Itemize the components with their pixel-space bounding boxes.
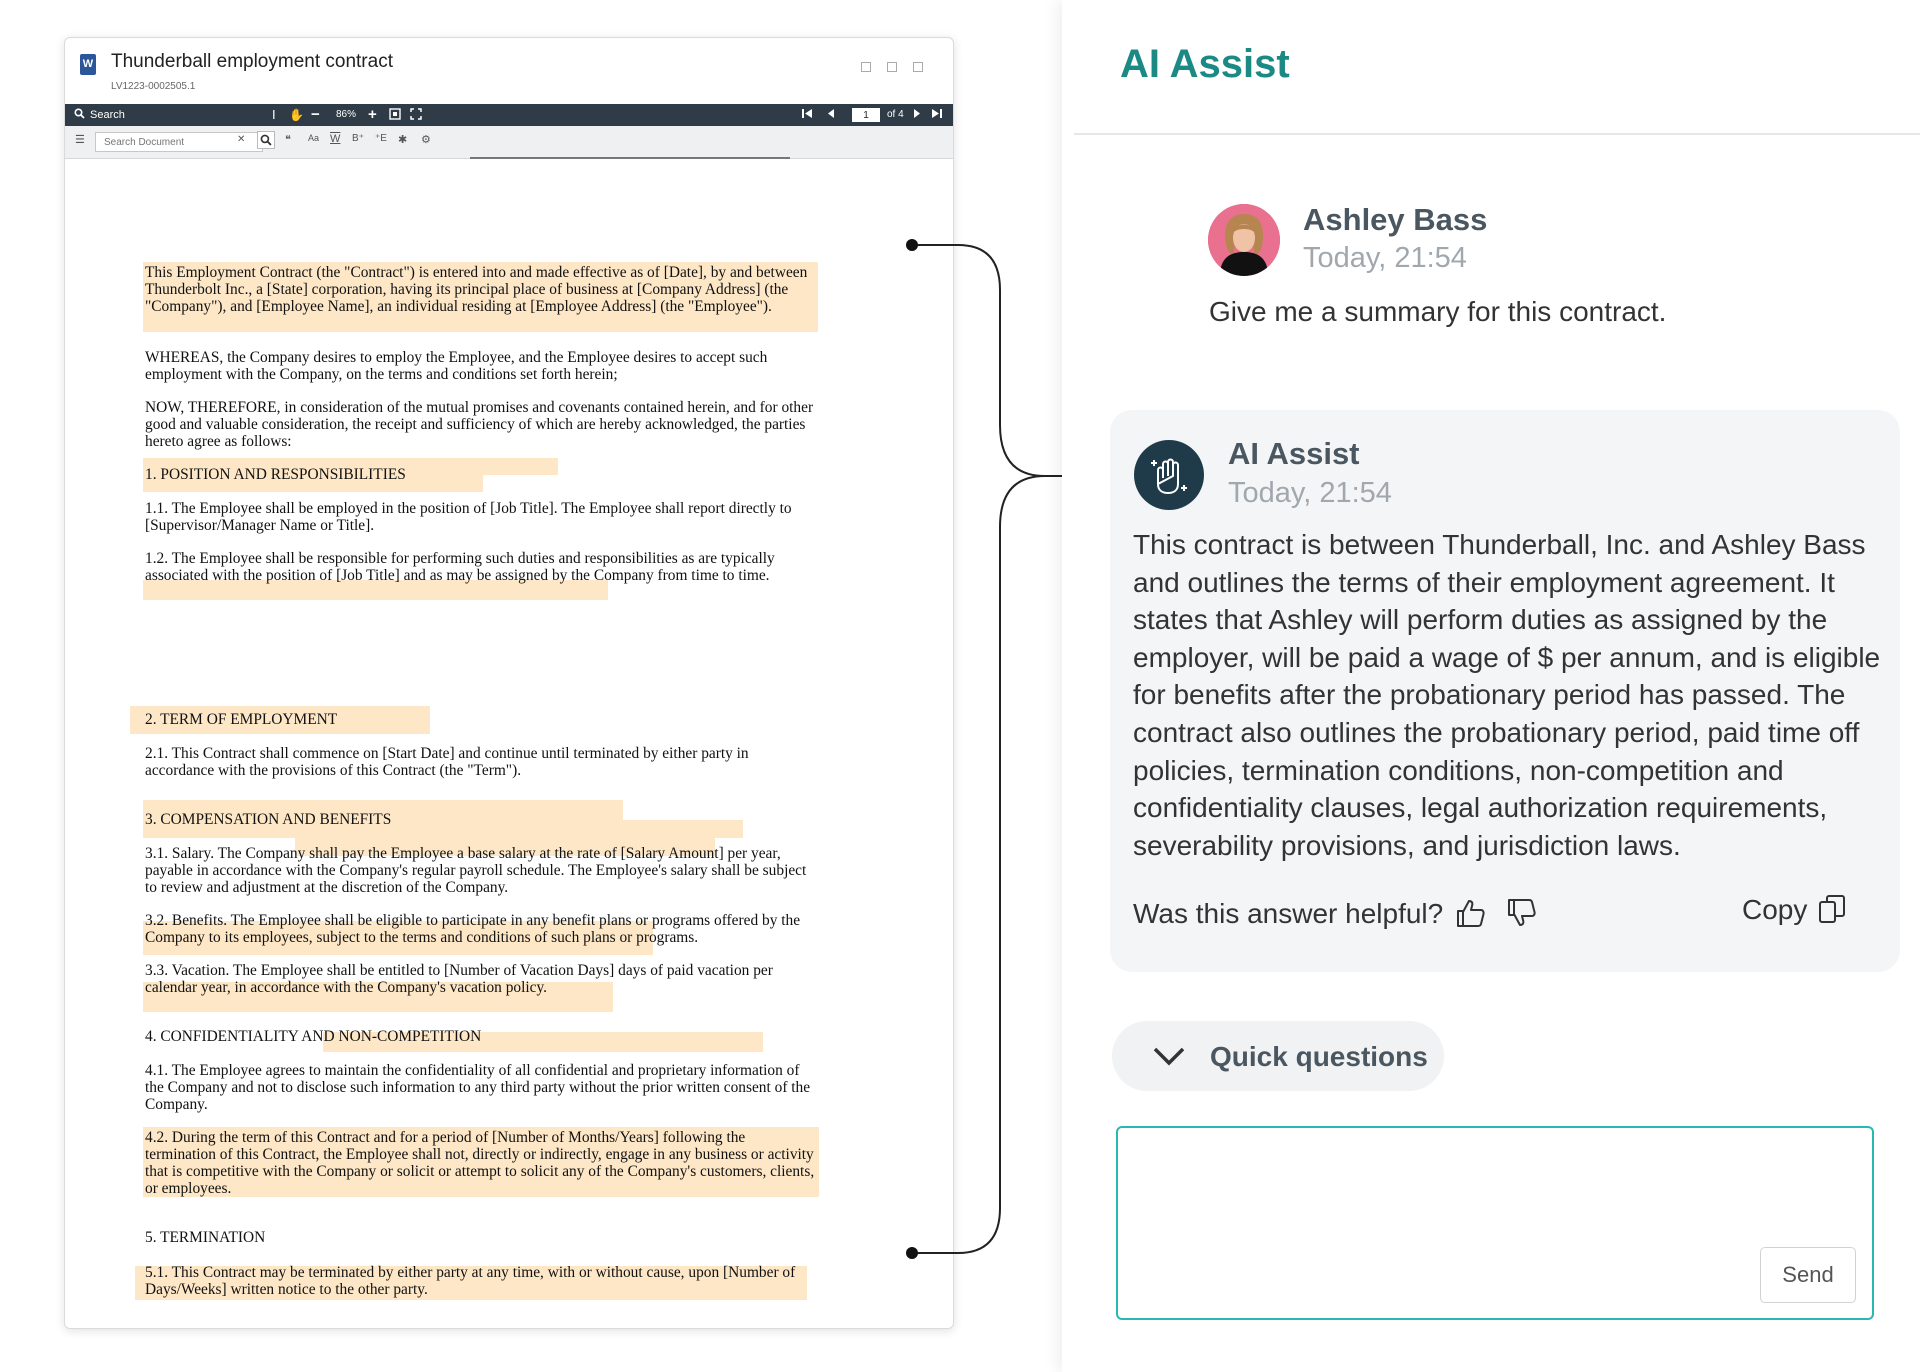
thumbs-up-icon[interactable] [1454,896,1488,930]
wildcard-icon[interactable]: ✱ [398,134,408,146]
helpful-prompt: Was this answer helpful? [1133,898,1444,929]
whole-word-icon[interactable]: W [330,133,341,145]
quick-questions-toggle[interactable] [1112,1021,1444,1091]
zoom-in-icon[interactable]: + [368,106,377,123]
text-select-icon[interactable]: I [272,107,276,122]
section-heading-3: 3. COMPENSATION AND BENEFITS [145,811,392,828]
user-name: Ashley Bass [1303,202,1488,237]
send-button[interactable]: Send [1760,1247,1856,1303]
panel-divider [1074,133,1920,135]
clause-4-2: 4.2. During the term of this Contract and for a period of [Number of Months/Years] following the termination of this Contract, the Employee shall not, directly or indirectly, engage in any business or activity that is competitive with the Company or solicit or attempt to solicit any of the Company's customers, clients, or employees. [145,1129,815,1197]
panel-title: AI Assist [1120,42,1290,86]
word-document-icon: W [80,54,96,75]
clause-1-2-part-b: responsibilities as are typically associated with the position of [Job Title] and as may be assigned by the Company from time to time. [145,550,775,584]
clause-3-2: 3.2. Benefits. The Employee shall be eligible to participate in any benefit plans or programs offered by the Company to its employees, subject to the terms and conditions of such plans or programs. [145,912,801,946]
thumbs-down-icon[interactable] [1505,896,1539,930]
options-icon[interactable]: ⚙ [421,134,431,146]
minimize-icon[interactable] [861,62,871,72]
now-therefore-part-b: for other good and valuable consideration, the receipt and sufficiency of which are hereby acknowledged, the parties hereto agree as follows: [145,399,814,450]
clause-5-1: 5.1. This Contract may be terminated by either party at any time, with or without cause, upon [Number of Days/Weeks] written notice to the other party. [145,1264,796,1298]
contract-intro: This Employment Contract (the "Contract") is entered into and made effective as of [Date], by and between Thunderbolt Inc., a [State] corporation, having its principal place of business at [Company Address] (the "Company"), and [Employee Name], an individual residing at [Employee Address] (the "Employee"). [145,264,808,315]
clause-1-1: 1.1. The Employee shall be employed in the position of [Job Title]. The Employee shall report directly to [Supervisor/Manager Name or Title]. [145,500,792,534]
clear-search-icon[interactable]: ✕ [237,134,246,145]
fit-page-icon[interactable] [389,104,401,126]
previous-page-icon[interactable] [827,104,835,126]
user-avatar [1208,204,1280,276]
quick-questions-label: Quick questions [1210,1041,1428,1072]
viewer-toolbar [65,104,953,126]
user-message: Give me a summary for this contract. [1209,296,1667,327]
pan-hand-icon[interactable]: ✋ [289,108,304,122]
contract-now-therefore [145,399,815,450]
maximize-icon[interactable] [887,62,897,72]
now-therefore-part-a: NOW, THEREFORE, in consideration of the mutual promises and covenants contained herein, and [145,399,756,416]
user-message-time: Today, 21:54 [1303,242,1467,274]
last-page-icon[interactable] [931,104,942,126]
match-case-icon[interactable]: Aa [308,133,320,143]
chevron-down-icon [1152,1045,1186,1067]
ai-assist-panel [1062,0,1920,1372]
clause-3-3: 3.3. Vacation. The Employee shall be entitled to [Number of Vacation Days] days of paid vacation per calendar year, in accordance with the Company's vacation policy. [145,962,773,996]
next-page-icon[interactable] [913,104,921,126]
search-progress-line [470,157,790,159]
viewer-header [65,38,953,104]
ai-response-card [1110,410,1900,972]
document-page [65,160,953,1328]
clause-1-2 [145,550,815,584]
first-page-icon[interactable] [802,104,813,126]
copy-button[interactable] [1742,894,1847,926]
document-viewer [64,37,954,1329]
bold-search-icon[interactable]: B⁺ [352,133,364,144]
ai-summary-text: This contract is between Thunderball, Inc. and Ashley Bass and outlines the terms of their employment agreement. It states that Ashley will perform duties as assigned by the employer, will be paid a wage of $ per annum, and is eligible for benefits after the probationary period has passed. The contract also outlines the probationary period, paid time off policies, termination conditions, non-competition and confidentiality clauses, legal authorization requirements, severability provisions, and jurisdiction laws. [1133,529,1881,861]
ai-message-time: Today, 21:54 [1228,477,1392,509]
fullscreen-icon[interactable] [410,104,422,126]
match-quote-icon[interactable]: ❝ [285,134,291,146]
list-view-icon[interactable]: ☰ [75,134,85,146]
clause-4-1: 4.1. The Employee agrees to maintain the confidentiality of all confidential and proprietary information of the Company and not to disclose such information to any third party without the prior written consent of the Company. [145,1062,811,1113]
document-id: LV1223-0002505.1 [111,81,196,92]
search-icon[interactable] [74,104,85,126]
ai-assist-icon [1134,440,1204,510]
toolbar-search-label[interactable]: Search [90,109,125,121]
ai-name: AI Assist [1228,436,1360,471]
section-heading-4: 4. CONFIDENTIALITY AND NON-COMPETITION [145,1028,482,1045]
section-heading-1: 1. POSITION AND RESPONSIBILITIES [145,466,406,483]
search-button[interactable] [257,131,275,149]
section-heading-5: 5. TERMINATION [145,1229,266,1246]
copy-label: Copy [1742,894,1808,925]
copy-icon [1817,894,1847,926]
clause-3-1: 3.1. Salary. The Company shall pay the Employee a base salary at the rate of [Salary Amount] per year, payable in accordance with the Company's regular payroll schedule. The Employee's salary shall be subject to review and adjustment at the discretion of the Company. [145,845,807,896]
document-title: Thunderball employment contract [111,51,393,72]
page-total: of 4 [887,109,904,120]
page-number-input[interactable] [852,108,880,122]
clause-2-1: 2.1. This Contract shall commence on [Start Date] and continue until terminated by either party in accordance with the provisions of this Contract (the "Term"). [145,745,749,779]
zoom-out-icon[interactable]: − [311,106,320,123]
extended-search-icon[interactable]: ⁺E [375,133,387,144]
window-controls [861,62,923,72]
section-heading-2: 2. TERM OF EMPLOYMENT [145,711,338,728]
document-search-bar [65,126,953,159]
contract-whereas: WHEREAS, the Company desires to employ the Employee, and the Employee desires to accept such employment with the Company, on the terms and conditions set forth herein; [145,349,768,383]
clause-1-2-part-a: 1.2. The Employee shall be responsible for performing such duties and [145,550,581,567]
zoom-level[interactable]: 86% [336,109,357,120]
close-icon[interactable] [913,62,923,72]
